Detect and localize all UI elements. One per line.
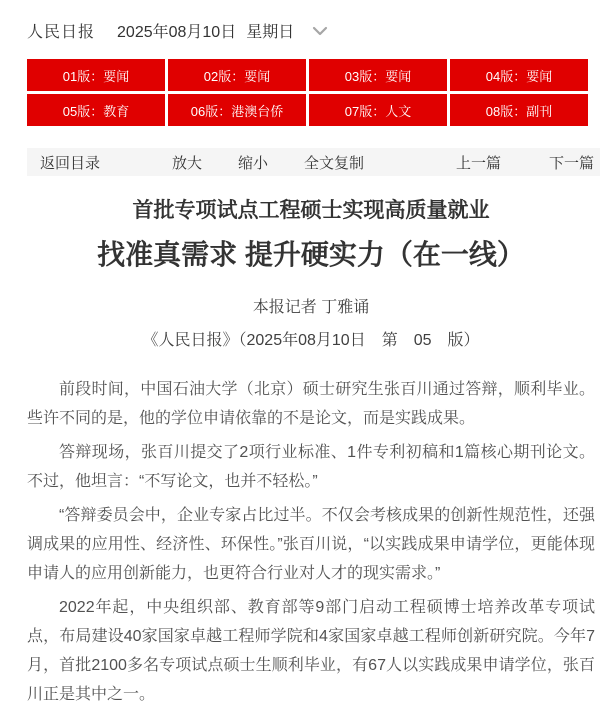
article-body bbox=[27, 375, 595, 709]
prev-article-button[interactable]: 上一篇 bbox=[455, 154, 501, 172]
date-label: 2025年08月10日 bbox=[117, 24, 237, 41]
copy-all-button[interactable]: 全文复制 bbox=[304, 154, 365, 172]
article-byline: 本报记者 丁雅诵 bbox=[252, 299, 370, 316]
paragraph: 答辩现场，张百川提交了2项行业标准、1件专利初稿和1篇核心期刊论文。不过，他坦言：“不写论文，也并不轻松。” bbox=[27, 444, 595, 490]
brand-label: 人民日报 bbox=[27, 24, 96, 41]
paragraph: 2022年起，中央组织部、教育部等9部门启动工程硕博士培养改革专项试点，布局建设40家国家卓越工程师学院和4家国家卓越工程师创新研究院。今年7月，首批2100多名专项试点硕士生顺利毕业，有67人以实践成果申请学位，张百川正是其中之一。 bbox=[27, 599, 595, 703]
chevron-down-icon[interactable] bbox=[312, 26, 328, 36]
article bbox=[27, 194, 595, 709]
edition-link-02[interactable]: 02版：要闻 bbox=[168, 59, 306, 91]
next-article-button[interactable]: 下一篇 bbox=[548, 154, 594, 172]
edition-link-06[interactable]: 06版：港澳台侨 bbox=[168, 94, 306, 126]
zoom-out-button[interactable]: 缩小 bbox=[238, 154, 269, 172]
paragraph: “答辩委员会中，企业专家占比过半。不仅会考核成果的创新性规范性，还强调成果的应用性、经济性、环保性。”张百川说，“以实践成果申请学位，更能体现申请人的应用创新能力，也更符合行业对人才的现实需求。” bbox=[27, 507, 595, 582]
weekday-label: 星期日 bbox=[246, 24, 295, 41]
paragraph: 前段时间，中国石油大学（北京）硕士研究生张百川通过答辩，顺利毕业。些许不同的是，他的学位申请依靠的不是论文，而是实践成果。 bbox=[27, 381, 595, 427]
edition-link-03[interactable]: 03版：要闻 bbox=[309, 59, 447, 91]
edition-link-04[interactable]: 04版：要闻 bbox=[450, 59, 588, 91]
toolbar bbox=[27, 148, 600, 176]
edition-link-07[interactable]: 07版：人文 bbox=[309, 94, 447, 126]
edition-link-01[interactable]: 01版：要闻 bbox=[27, 59, 165, 91]
article-kicker: 首批专项试点工程硕士实现高质量就业 bbox=[132, 199, 490, 222]
back-to-toc-button[interactable]: 返回目录 bbox=[40, 154, 101, 172]
article-source: 《人民日报》（2025年08月10日 第 05 版） bbox=[142, 332, 480, 349]
article-title: 找准真需求 提升硬实力（在一线） bbox=[97, 239, 525, 270]
edition-link-08[interactable]: 08版：副刊 bbox=[450, 94, 588, 126]
masthead bbox=[0, 0, 606, 42]
editions-grid bbox=[27, 59, 588, 126]
zoom-in-button[interactable]: 放大 bbox=[172, 154, 203, 172]
edition-link-05[interactable]: 05版：教育 bbox=[27, 94, 165, 126]
